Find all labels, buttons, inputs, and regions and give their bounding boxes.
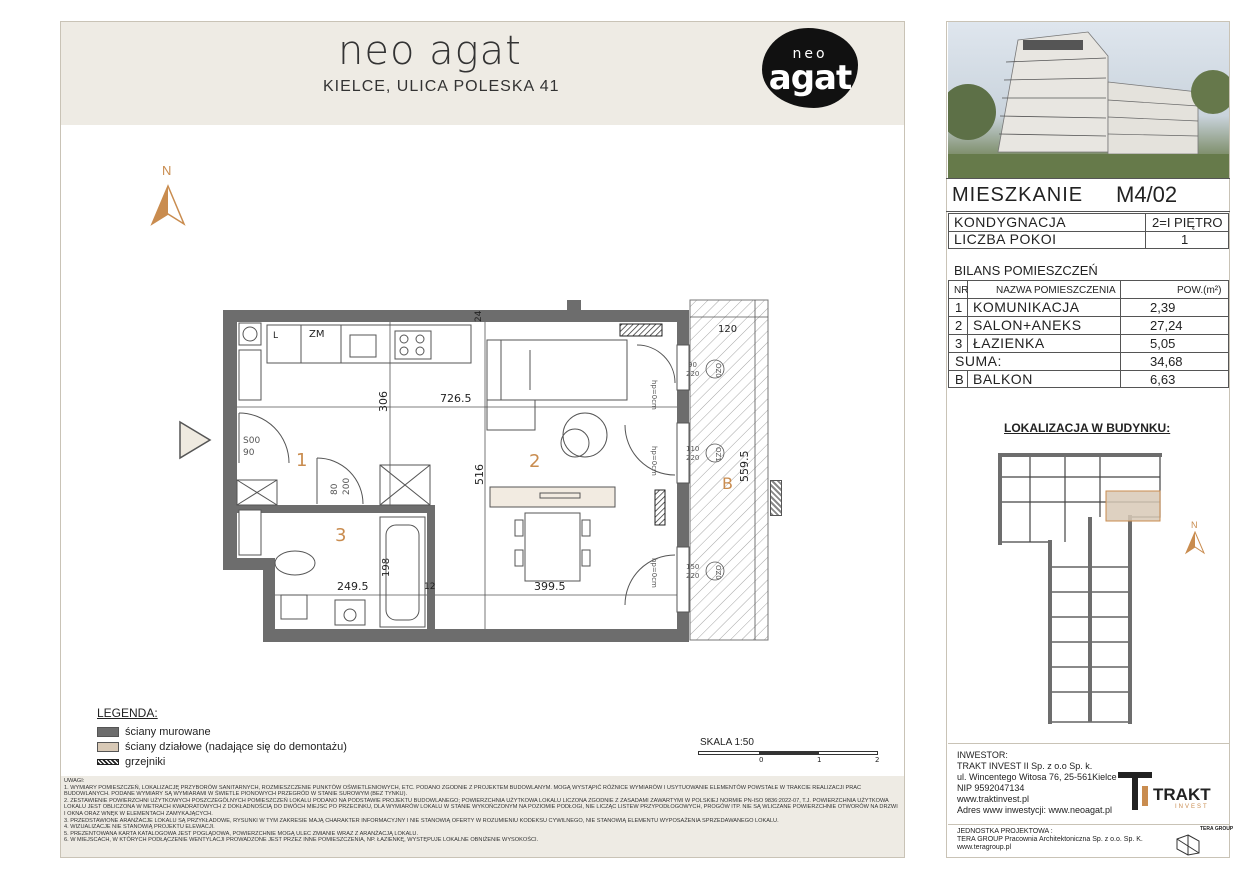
dim-726-5: 726.5 bbox=[440, 392, 472, 405]
room-row-area: 2,39 bbox=[1150, 300, 1176, 315]
note-line: UWAGI: bbox=[64, 778, 85, 784]
legend-radiator-label: grzejniki bbox=[125, 756, 166, 768]
north-arrow-icon bbox=[150, 184, 186, 228]
win1-tag: OZ0 bbox=[714, 363, 722, 378]
rooms-header-nr: NR bbox=[954, 285, 969, 296]
balcony-area bbox=[690, 300, 768, 640]
legend-masonry-label: ściany murowane bbox=[125, 726, 211, 738]
sum-value: 34,68 bbox=[1150, 354, 1183, 369]
win3-tag: OZ0 bbox=[714, 565, 722, 580]
win1-height: 220 bbox=[686, 370, 700, 378]
legend-swatch-radiator bbox=[97, 759, 119, 765]
dim-12: 12 bbox=[424, 582, 436, 592]
rooms-count-value: 1 bbox=[1181, 232, 1189, 247]
room-number-3: 3 bbox=[335, 525, 347, 546]
dim-399-5: 399.5 bbox=[534, 580, 566, 593]
designer-line: TERA GROUP Pracownia Architektoniczna Sp. z o.o. Sp. K. bbox=[957, 836, 1143, 843]
balcony-post bbox=[770, 480, 782, 516]
win3-sill: hp=0cm bbox=[650, 558, 658, 588]
trakt-logo-icon bbox=[1118, 772, 1158, 810]
note-line: 1. WYMIARY POMIESZCZEŃ, LOKALIZACJĘ PRZYBORÓW SANITARNYCH, ROZMIESZCZENIE PUNKTÓW OŚWIETLENIOWYCH, ETC. PODANO ZGODNIE Z PROJEKTEM BUDOWLANYM. MOGĄ WYSTĄPIĆ RÓŻNICE WYMIARÓW I USYTUOWANIE ELEMENTÓW POWSTAŁE W TRAKCIE REALIZACJI PRAC BUDOWLANYCH. PODANE WYMIARY SĄ WYMIARAMI W ŚWIETLE PIONOWYCH PRZEGRÓD W STANIE SUROWYM (BEZ TYNKU). bbox=[64, 784, 862, 798]
win2-sill: hp=0cm bbox=[650, 446, 658, 476]
floor-value: 2=I PIĘTRO bbox=[1152, 215, 1223, 230]
brand-title: neo agat bbox=[338, 28, 522, 74]
notes-block bbox=[64, 778, 900, 844]
address: KIELCE, ULICA POLESKA 41 bbox=[323, 78, 560, 95]
room-row-area: 5,05 bbox=[1150, 336, 1176, 351]
note-line: 5. PREZENTOWANA KARTA KATALOGOWA JEST POGLĄDOWA, POWIERZCHNIE MOGĄ ULEC ZMIANIE WRAZ Z ARANŻACJĄ LOKALU. bbox=[64, 830, 419, 837]
room-row-nr: 2 bbox=[955, 318, 963, 333]
scale-tick-1: 1 bbox=[817, 756, 822, 764]
room-number-1: 1 bbox=[296, 450, 308, 471]
bath-door-height: 200 bbox=[342, 477, 352, 495]
rooms-table-title: BILANS POMIESZCZEŃ bbox=[954, 263, 1098, 278]
room-row-name: KOMUNIKACJA bbox=[973, 299, 1080, 315]
room-row-nr: 3 bbox=[955, 336, 963, 351]
entry-door-width: S00 bbox=[243, 436, 261, 446]
win1-width: 90 bbox=[688, 361, 697, 369]
rooms-count-label: LICZBA POKOI bbox=[954, 231, 1057, 247]
balcony-area: 6,63 bbox=[1150, 372, 1176, 387]
tera-logo-text: TERA GROUP bbox=[1200, 826, 1234, 832]
location-title: LOKALIZACJA W BUDYNKU: bbox=[1004, 421, 1171, 435]
scale-bar bbox=[698, 751, 878, 755]
dim-559-5: 559.5 bbox=[738, 450, 751, 482]
fixture-zm: ZM bbox=[309, 329, 325, 340]
room-row-area: 27,24 bbox=[1150, 318, 1183, 333]
investor-block bbox=[957, 750, 1117, 816]
trakt-logo-sub: INVEST bbox=[1175, 804, 1209, 810]
win3-height: 220 bbox=[686, 572, 700, 580]
dim-306: 306 bbox=[377, 391, 390, 412]
dim-516: 516 bbox=[473, 464, 486, 485]
rooms-header-name: NAZWA POMIESZCZENIA bbox=[996, 285, 1116, 296]
rooms-header-area: POW.(m²) bbox=[1177, 285, 1222, 296]
brand-logo bbox=[762, 28, 858, 108]
location-north-arrow-icon bbox=[1185, 531, 1205, 555]
entrance-arrow-icon bbox=[178, 420, 212, 460]
fixture-l: L bbox=[273, 331, 279, 341]
note-line: 4. WIZUALIZACJE NIE STANOWIĄ PROJEKTU ELEWACJI. bbox=[64, 824, 215, 831]
balcony-nr: B bbox=[955, 372, 964, 387]
apartment-highlight bbox=[1106, 491, 1160, 521]
legend-partition-label: ściany działowe (nadające się do demontażu) bbox=[125, 741, 347, 753]
sum-label: SUMA: bbox=[955, 353, 1002, 369]
scale-tick-2: 2 bbox=[875, 756, 880, 764]
room-number-b: B bbox=[722, 474, 733, 493]
room-number-2: 2 bbox=[529, 451, 541, 472]
floor-label: KONDYGNACJA bbox=[954, 214, 1067, 230]
logo-neo-text: neo bbox=[792, 46, 828, 62]
legend-swatch-partition bbox=[97, 742, 119, 752]
dim-24: 24 bbox=[474, 310, 484, 322]
scale-label: SKALA 1:50 bbox=[700, 737, 754, 748]
designer-line: www.teragroup.pl bbox=[957, 844, 1012, 851]
win2-tag: OZ1 bbox=[714, 447, 722, 462]
investor-line: TRAKT INVEST II Sp. z o.o Sp. k. bbox=[957, 761, 1093, 771]
room-row-nr: 1 bbox=[955, 300, 963, 315]
scale-tick-0: 0 bbox=[759, 756, 764, 764]
note-line: 2. ZESTAWIENIE POWIERZCHNI UŻYTKOWYCH POSZCZEGÓLNYCH POMIESZCZEŃ LOKALU PODANO NA PODSTAWIE PROJEKTU BUDOWLANEGO; POWIERZCHNIA UŻYTKOWA LOKALU LICZONA ZGODNIE Z ZASADAMI ZAWARTYMI W POLSKIEJ NORMIE PN-ISO 9836:2022-07, T.J. POWIERZCHNIA UŻYTKOWA LOKALU JEST OBLICZONA W METRACH KWADRATOWYCH Z DOKŁADNOŚCIĄ DO DWÓCH MIEJSC PO PRZECINKU, DLA WYMIARÓW LOKALU W STANIE WYKOŃCZONYM NA POZIOMIE PODŁOGI, NIE LICZĄC LISTEW PRZYPODŁOGOWYCH, PROGÓW ITP. NIE SĄ WLICZANE POWIERZCHNIE OTWORÓW NA DRZWI I OKNA ORAZ WNĘK W ELEMENTACH ZAMYKAJĄCYCH. bbox=[64, 797, 898, 817]
investor-line: www.traktinvest.pl bbox=[957, 794, 1030, 804]
designer-block bbox=[957, 828, 1143, 852]
dim-198: 198 bbox=[381, 557, 392, 577]
room-row-name: ŁAZIENKA bbox=[973, 335, 1045, 351]
balcony-name: BALKON bbox=[973, 371, 1033, 387]
entry-door-height: 90 bbox=[243, 448, 255, 458]
legend-title: LEGENDA: bbox=[97, 706, 158, 720]
building-image bbox=[948, 22, 1229, 178]
win2-height: 220 bbox=[686, 454, 700, 462]
floor-plan bbox=[215, 295, 775, 650]
win3-width: 150 bbox=[686, 563, 700, 571]
win1-sill: hp=0cm bbox=[650, 380, 658, 410]
investor-line: Adres www inwestycji: www.neoagat.pl bbox=[957, 805, 1113, 815]
win2-width: 110 bbox=[686, 445, 700, 453]
bath-door-width: 80 bbox=[330, 483, 340, 495]
dim-249-5: 249.5 bbox=[337, 580, 369, 593]
location-north-label: N bbox=[1191, 520, 1198, 530]
investor-line: INWESTOR: bbox=[957, 750, 1008, 760]
logo-agat-text: agat bbox=[768, 58, 852, 98]
dim-120: 120 bbox=[718, 324, 738, 335]
apartment-label: MIESZKANIE bbox=[952, 184, 1084, 206]
designer-line: JEDNOSTKA PROJEKTOWA : bbox=[957, 828, 1053, 835]
legend-swatch-masonry bbox=[97, 727, 119, 737]
north-label: N bbox=[162, 163, 172, 178]
investor-line: ul. Wincentego Witosa 76, 25-561Kielce bbox=[957, 772, 1117, 782]
room-row-name: SALON+ANEKS bbox=[973, 317, 1082, 333]
apartment-code: M4/02 bbox=[1116, 182, 1178, 207]
trakt-logo-text: TRAKT bbox=[1153, 785, 1211, 804]
tera-logo-icon bbox=[1176, 834, 1200, 856]
note-line: 3. PRZEDSTAWIONE ARANŻACJE LOKALU SĄ PRZYKŁADOWE, RYSUNKI W TYM ZAKRESIE MAJĄ CHARAKTER INFORMACYJNY I NIE STANOWIĄ OFERTY W ROZUMIENIU KODEKSU CYWILNEGO, NIE STANOWIĄ ELEMENTU WYPOSAŻENIA SPRZEDAWANEGO LOKALU. bbox=[64, 817, 779, 824]
investor-line: NIP 9592047134 bbox=[957, 783, 1025, 793]
note-line: 6. W MIEJSCACH, W KTÓRYCH PODŁĄCZENIE WENTYLACJI PROWADZONE JEST PRZEZ INNE POMIESZCZENIA, NP. ŁAZIENKĘ, WYSTĘPUJE LOKALNE OBNIŻENIE WYSOKOŚCI. bbox=[64, 837, 539, 844]
building-location-plan bbox=[990, 447, 1170, 730]
